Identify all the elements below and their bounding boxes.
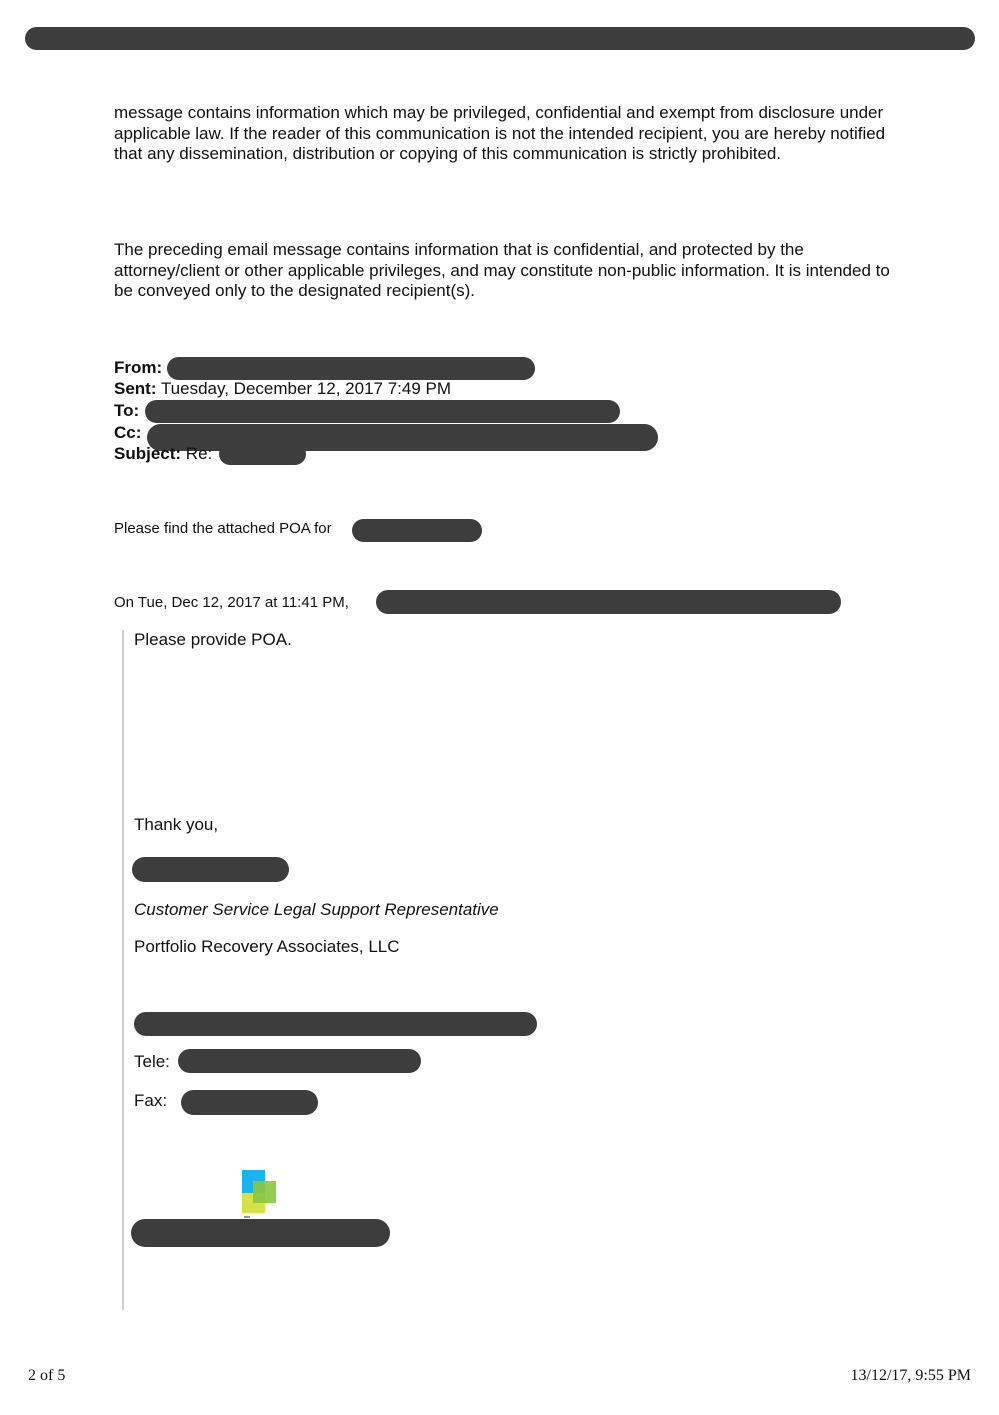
quoted-thanks: Thank you, bbox=[134, 815, 219, 834]
page-number: 2 of 5 bbox=[28, 1367, 66, 1384]
from-line bbox=[114, 357, 162, 378]
redacted-tele bbox=[178, 1049, 421, 1073]
print-datetime: 13/12/17, 9:55 PM bbox=[850, 1367, 971, 1384]
to-label: To: bbox=[114, 401, 140, 420]
sent-label: Sent: bbox=[114, 379, 157, 398]
disclaimer-paragraph-2: The preceding email message contains information that is confidential, and protected by the attorney/client or other applicable privileges, and may constitute non-public information. It is intended to be conveyed only to the designated recipient(s). bbox=[114, 240, 890, 300]
disclaimer-paragraph-1: message contains information which may be privileged, confidential and exempt from disclosure under applicable law. If the reader of this communication is not the intended recipient, you are hereby notified that any dissemination, distribution or copying of this communication is strictly prohibited. bbox=[114, 103, 886, 163]
from-label: From: bbox=[114, 358, 163, 377]
cc-label: Cc: bbox=[114, 423, 142, 442]
to-line bbox=[114, 400, 139, 421]
fax-label: Fax: bbox=[134, 1091, 168, 1110]
redacted-header-bar bbox=[25, 27, 975, 50]
company-logo-icon bbox=[242, 1170, 278, 1222]
tele-label: Tele: bbox=[134, 1052, 170, 1071]
redacted-poa-name bbox=[352, 519, 482, 542]
subject-line bbox=[114, 443, 212, 464]
subject-value: Re: bbox=[185, 444, 213, 463]
redacted-logo-caption bbox=[131, 1219, 390, 1247]
sent-line bbox=[114, 378, 451, 399]
reply-intro: On Tue, Dec 12, 2017 at 11:41 PM, bbox=[114, 594, 349, 611]
redacted-reply-sender bbox=[376, 590, 841, 614]
redacted-address bbox=[134, 1012, 537, 1036]
quoted-company: Portfolio Recovery Associates, LLC bbox=[134, 937, 400, 956]
cc-line bbox=[114, 422, 141, 443]
redacted-from bbox=[167, 357, 535, 380]
sent-value: Tuesday, December 12, 2017 7:49 PM bbox=[160, 379, 452, 398]
redacted-fax bbox=[181, 1090, 318, 1115]
redacted-to bbox=[145, 400, 620, 423]
redacted-signature-name bbox=[132, 857, 289, 882]
quoted-title: Customer Service Legal Support Representative bbox=[134, 900, 499, 919]
logo-green-square bbox=[253, 1181, 276, 1203]
redacted-subject bbox=[219, 443, 306, 465]
logo-caption-mark bbox=[244, 1216, 250, 1218]
quote-bar bbox=[122, 630, 124, 1310]
poa-line: Please find the attached POA for bbox=[114, 520, 332, 537]
quoted-request: Please provide POA. bbox=[134, 630, 292, 649]
subject-label: Subject: bbox=[114, 444, 182, 463]
